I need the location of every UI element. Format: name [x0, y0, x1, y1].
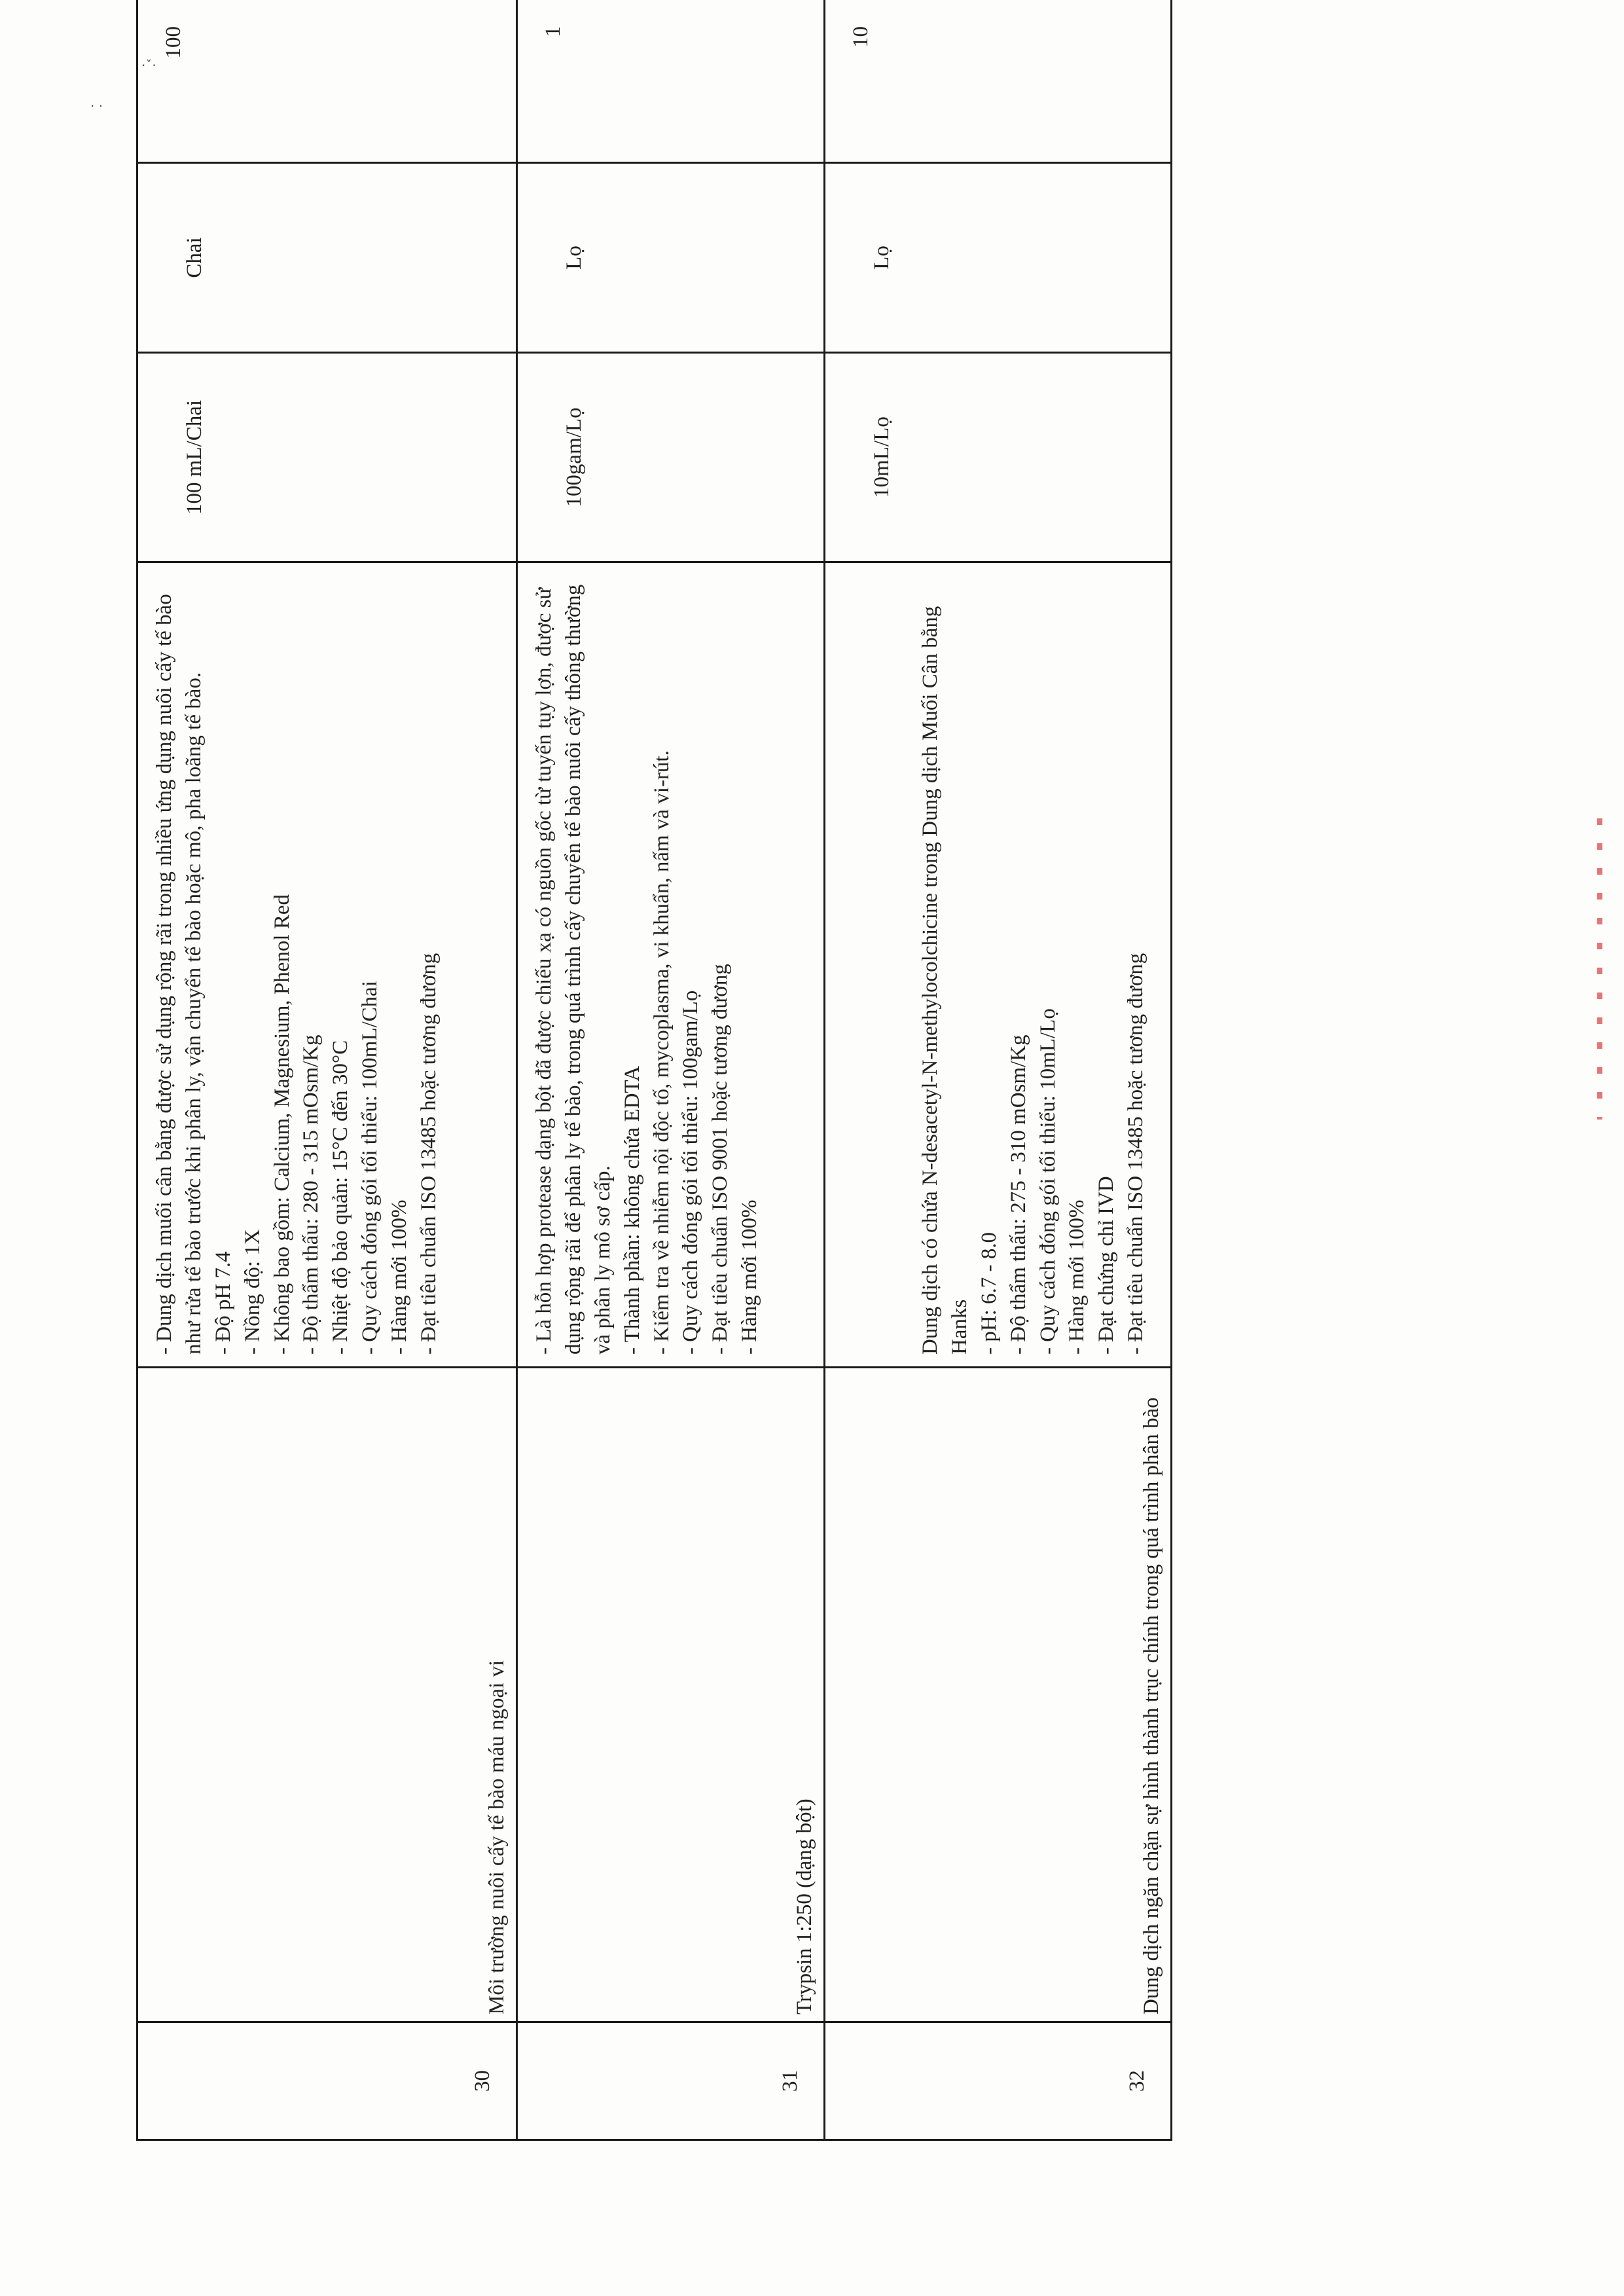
product-name: Trypsin 1:250 (dạng bột) — [793, 1798, 817, 2014]
spec-line: - Đạt chứng chỉ IVD — [1094, 1176, 1119, 1355]
packing-cell — [517, 353, 825, 562]
row-number: 32 — [1125, 2070, 1149, 2092]
quantity-cell — [517, 0, 825, 163]
unit-cell — [137, 163, 517, 353]
product-name-cell — [825, 1368, 1172, 2022]
scan-speck: · · — [90, 98, 103, 114]
packing-value: 10mL/Lọ — [870, 416, 893, 498]
unit-value: Chai — [183, 237, 206, 278]
spec-line: - Hàng mới 100% — [1065, 1199, 1089, 1355]
spec-line: - Thành phần: không chứa EDTA — [620, 1066, 644, 1355]
spec-line: - Dung dịch muối cân bằng được sử dụng rộng rãi trong nhiều ứng dụng nuôi cấy tế bào như rửa tế bào trước khi phân ly, vận chuyển tế bào hoặc mô, pha loãng tế bào. — [153, 594, 206, 1355]
specification-cell — [137, 562, 517, 1368]
quantity-value: 1 — [541, 26, 565, 37]
specification-cell — [825, 562, 1172, 1368]
packing-cell — [825, 353, 1172, 562]
table-row — [517, 0, 825, 2140]
red-ink-mark — [1597, 818, 1602, 1120]
row-number-cell — [825, 2022, 1172, 2140]
table-row — [825, 0, 1172, 2140]
spec-line: - Quy cách đóng gói tối thiểu: 10mL/Lọ — [1036, 1008, 1060, 1355]
unit-cell — [517, 163, 825, 353]
specification-cell — [517, 562, 825, 1368]
product-name: Môi trường nuôi cấy tế bào máu ngoại vi — [485, 1660, 509, 2014]
spec-line: - Độ thẩm thấu: 280 - 315 mOsm/Kg — [299, 1034, 323, 1355]
spec-line: - Đạt tiêu chuẩn ISO 13485 hoặc tương đương — [416, 953, 441, 1355]
packing-cell — [137, 353, 517, 562]
spec-line: - Nồng độ: 1X — [240, 1229, 264, 1355]
row-number-cell — [137, 2022, 517, 2140]
spec-line: - Độ pH 7.4 — [211, 1251, 235, 1355]
table-row — [137, 0, 517, 2140]
quantity-cell — [137, 0, 517, 163]
spec-line: - Kiểm tra về nhiễm nội độc tố, mycoplasma, vi khuẩn, nấm và vi-rút. — [649, 750, 674, 1355]
packing-value: 100 mL/Chai — [183, 399, 206, 515]
spec-line: - Hàng mới 100% — [738, 1199, 762, 1355]
row-number: 31 — [778, 2070, 803, 2092]
spec-line: Dung dịch có chứa N-desacetyl-N-methylocolchicine trong Dung dịch Muối Cân bằng Hanks — [918, 606, 971, 1355]
product-spec-table — [136, 0, 1172, 2141]
row-number: 30 — [471, 2070, 495, 2092]
rotated-table-wrapper — [136, 26, 1170, 2141]
scan-speck: ·ˇ· — [141, 58, 156, 73]
unit-value: Lọ — [562, 246, 586, 270]
spec-line: - Quy cách đóng gói tối thiểu: 100mL/Chai — [358, 981, 382, 1355]
spec-line: - Độ thẩm thấu: 275 - 310 mOsm/Kg — [1006, 1034, 1030, 1355]
spec-line: - Đạt tiêu chuẩn ISO 13485 hoặc tương đương — [1124, 953, 1148, 1355]
unit-cell — [825, 163, 1172, 353]
row-number-cell — [517, 2022, 825, 2140]
spec-line: - Đạt tiêu chuẩn ISO 9001 hoặc tương đương — [708, 964, 732, 1355]
spec-line: - Quy cách đóng gói tối thiểu: 100gam/Lọ — [679, 990, 703, 1355]
spec-line: - Là hỗn hợp protease dạng bột đã được chiếu xạ có nguồn gốc từ tuyến tụy lợn, được sử dụng rộng rãi để phân ly tế bào, trong quá trình cấy chuyển tế bào nuôi cấy thông thường và phân ly mô sơ cấp. — [532, 584, 615, 1355]
spec-line: - Hàng mới 100% — [388, 1199, 411, 1355]
spec-line: - Không bao gồm: Calcium, Magnesium, Phenol Red — [270, 894, 294, 1355]
spec-line: - pH: 6.7 - 8.0 — [977, 1232, 1001, 1355]
product-name: Dung dịch ngăn chặn sự hình thành trục chính trong quá trình phân bào — [1140, 1397, 1164, 2014]
product-name-cell — [517, 1368, 825, 2022]
quantity-cell — [825, 0, 1172, 163]
product-name-cell — [137, 1368, 517, 2022]
quantity-value: 10 — [849, 26, 873, 48]
quantity-value: 100 — [162, 26, 185, 59]
spec-line: - Nhiệt độ bảo quản: 15°C đến 30°C — [329, 1040, 353, 1355]
packing-value: 100gam/Lọ — [562, 407, 586, 507]
unit-value: Lọ — [870, 246, 893, 270]
